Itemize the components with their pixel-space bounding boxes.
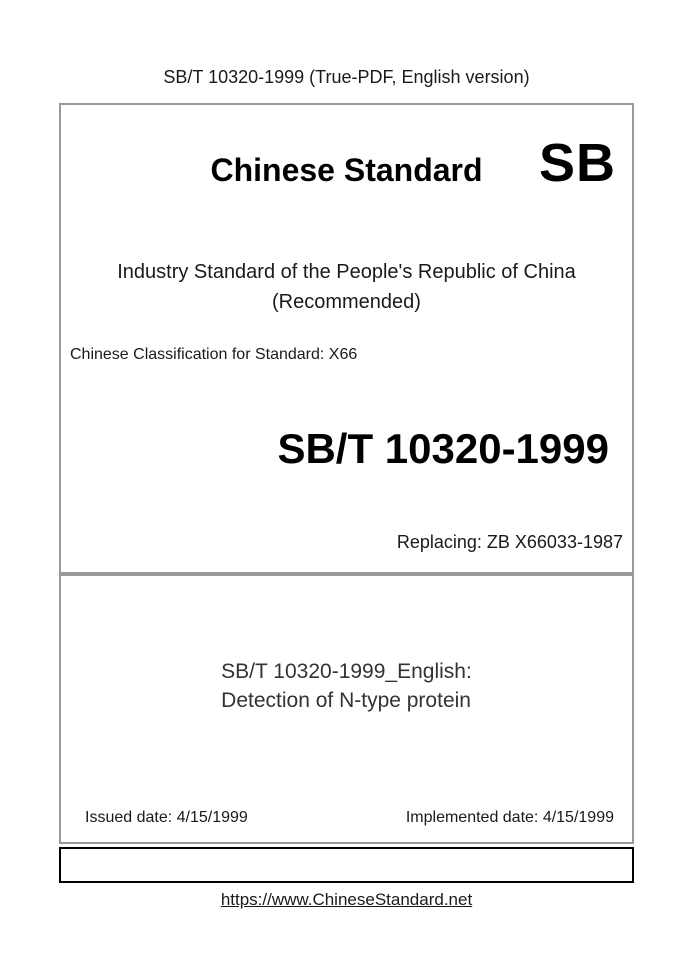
site-link-row [0,890,693,910]
website-link[interactable]: https://www.ChineseStandard.net [220,890,473,909]
standard-number: SB/T 10320-1999 [277,425,609,472]
document-header-line: SB/T 10320-1999 (True-PDF, English version) [163,67,530,87]
implemented-date: Implemented date: 4/15/1999 [405,809,614,826]
dates-row [61,809,632,827]
brand-title: Chinese Standard [210,152,483,188]
replacing-note: Replacing: ZB X66033-1987 [396,532,623,552]
classification-code: Chinese Classification for Standard: X66 [70,346,358,363]
detail-title-line-1: SB/T 10320-1999_English: [221,660,472,683]
standard-body-code: SB [538,133,616,193]
detail-title [221,657,472,715]
issued-date: Issued date: 4/15/1999 [85,809,248,826]
subtitle-line-2: (Recommended) [272,291,421,313]
empty-footer-box [59,847,634,883]
detail-title-block [61,657,632,715]
cover-box [59,103,634,574]
detail-title-line-2: Detection of N-type protein [221,689,471,712]
subtitle-line-1: Industry Standard of the People's Republic of China [117,261,576,283]
cover-subtitle [61,257,632,317]
detail-box [59,574,634,844]
